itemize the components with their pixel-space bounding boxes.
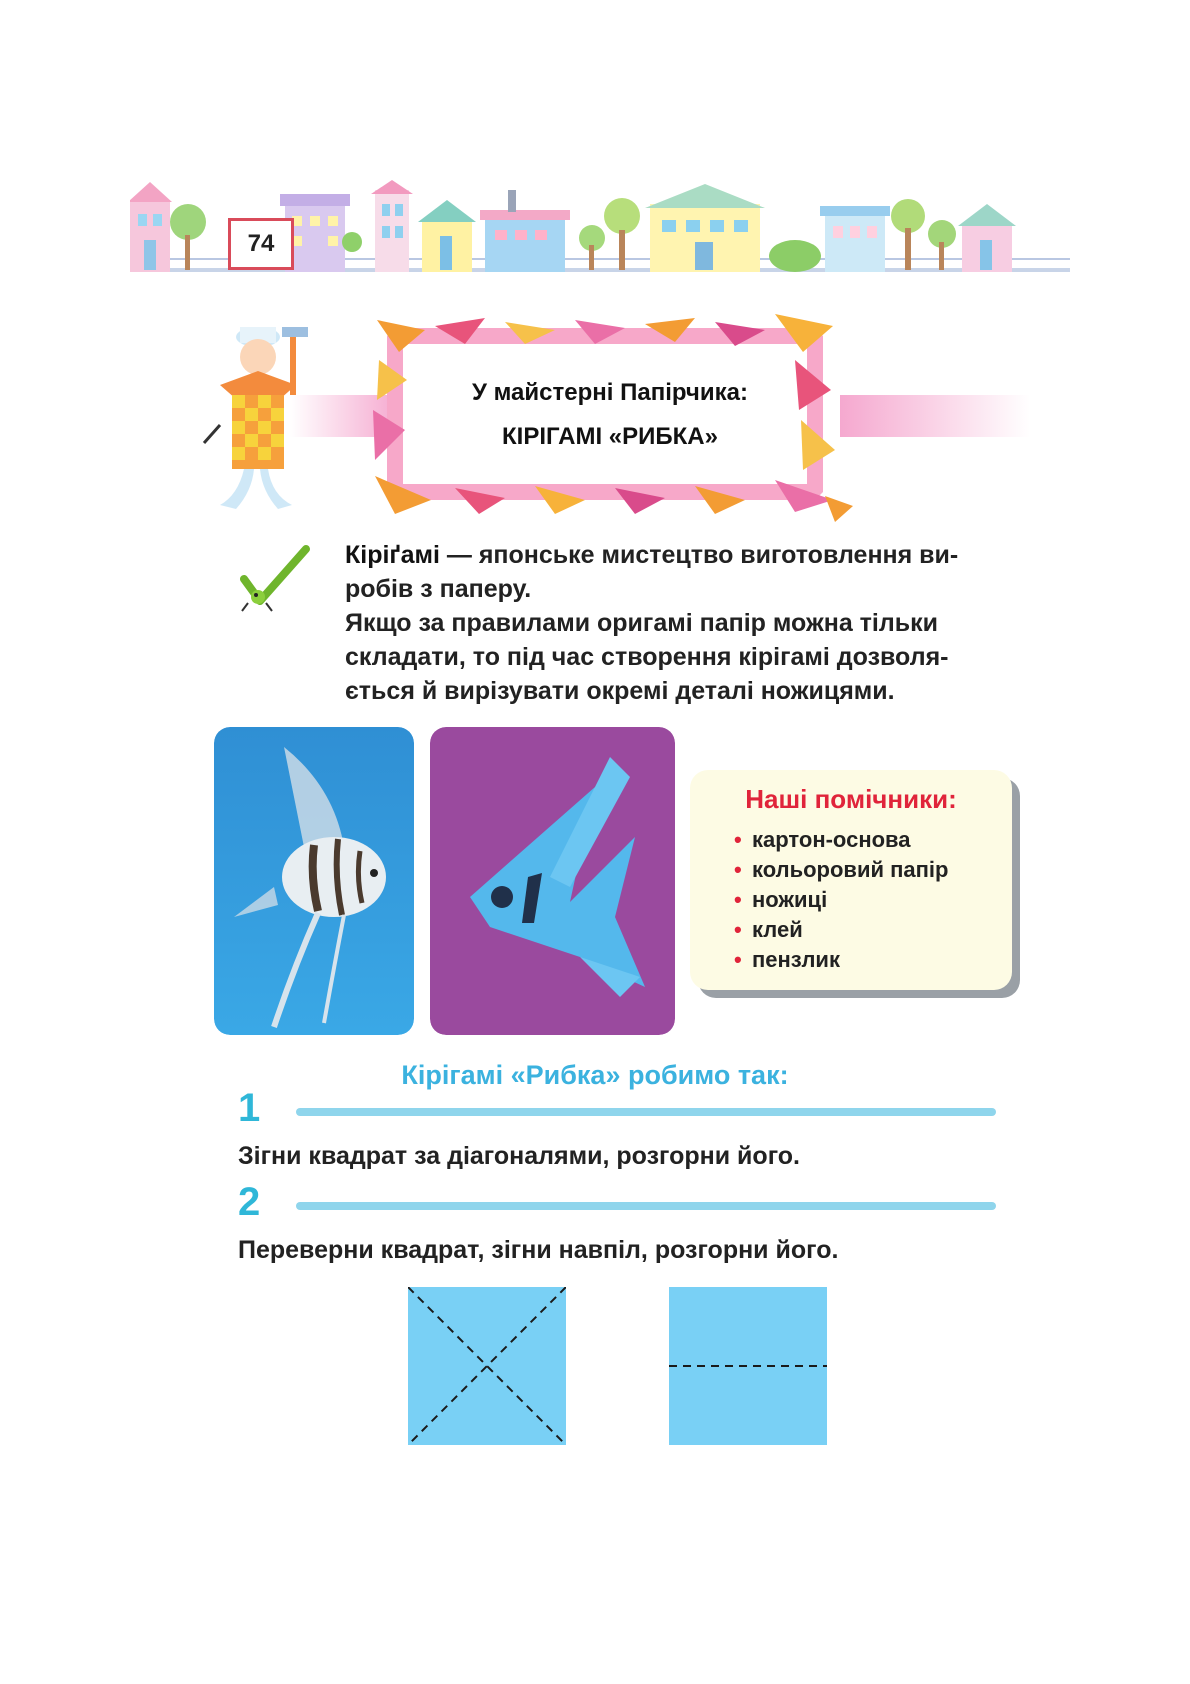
step-text: Переверни квадрат, зігни навпіл, розгорни його.: [238, 1236, 839, 1264]
lesson-title: [400, 340, 820, 490]
intro-paragraph2: Якщо за правилами оригамі папір можна тільки складати, то під час створення кірігамі дозволя-ється й вирізувати окремі деталі ножицями.: [345, 609, 949, 705]
helpers-list: [712, 825, 990, 975]
step-divider: [296, 1202, 996, 1210]
intro-term: Кіріґамі: [345, 541, 440, 569]
steps-heading: Кірігамі «Рибка» робимо так:: [401, 1060, 789, 1090]
helpers-item: • пензлик: [752, 945, 990, 975]
helpers-title: Наші помічники:: [745, 784, 957, 814]
half-fold-square-icon: [669, 1287, 827, 1445]
step-number: 1: [238, 1086, 261, 1130]
intro-definition: [345, 538, 1005, 606]
grasshopper-check-icon: [240, 545, 310, 615]
helpers-item: • клей: [752, 915, 990, 945]
step-divider: [296, 1108, 996, 1116]
title-line1: У майстерні Папірчика:: [472, 379, 748, 406]
title-ribbon-right: [840, 395, 1030, 437]
intro-definition-text: — японське мистецтво виготовлення ви-робів з паперу.: [345, 541, 959, 603]
title-line2: КІРІГАМІ «РИБКА»: [502, 423, 718, 450]
intro-text: [345, 538, 1005, 708]
step-number: 2: [238, 1180, 261, 1224]
page-number: 74: [228, 218, 294, 270]
diagonal-fold-square-icon: [408, 1287, 566, 1445]
helpers-card: [690, 770, 1012, 990]
helpers-item: • картон-основа: [752, 825, 990, 855]
helpers-item: • ножиці: [752, 885, 990, 915]
step-text: Зігни квадрат за діагоналями, розгорни його.: [238, 1142, 800, 1170]
helpers-item: • кольоровий папір: [752, 855, 990, 885]
angelfish-photo-icon: [214, 727, 414, 1035]
paper-fish-photo-icon: [430, 727, 675, 1035]
